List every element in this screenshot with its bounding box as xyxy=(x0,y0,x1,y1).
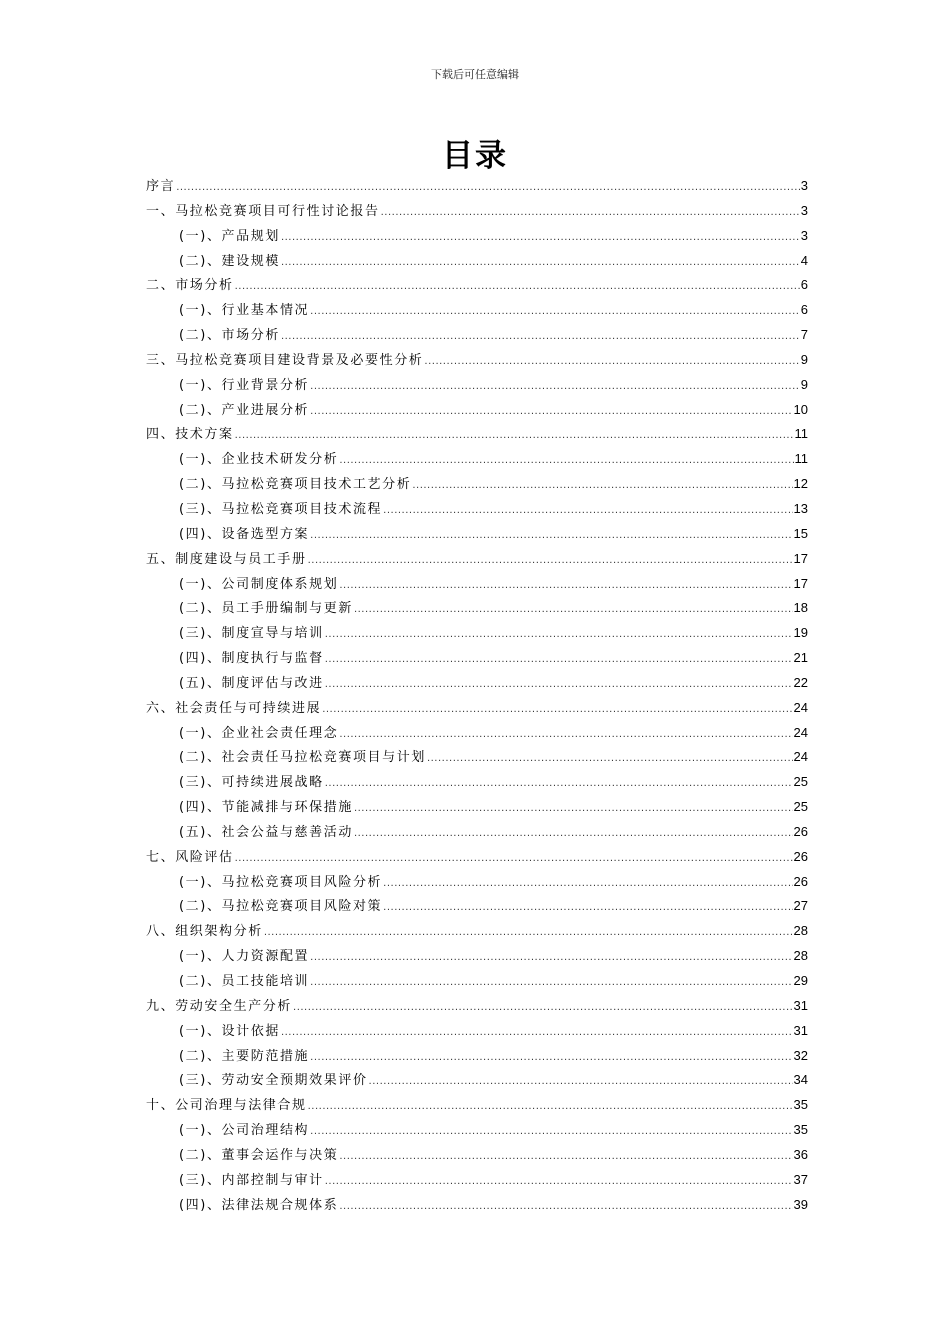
toc-dot-leader xyxy=(383,498,792,523)
toc-entry[interactable] xyxy=(146,894,808,919)
toc-entry[interactable] xyxy=(146,944,808,969)
toc-dot-leader xyxy=(310,945,792,970)
toc-entry-label: (三)、马拉松竞赛项目技术流程 xyxy=(179,501,383,517)
toc-entry[interactable] xyxy=(146,472,808,497)
toc-entry-page: 12 xyxy=(793,476,808,492)
toc-entry-label: (一)、行业背景分析 xyxy=(179,377,310,393)
toc-entry[interactable] xyxy=(146,273,808,298)
toc-title: 目录 xyxy=(442,138,508,174)
toc-entry-label: 二、市场分析 xyxy=(146,278,234,294)
toc-dot-leader xyxy=(281,225,800,250)
toc-dot-leader xyxy=(293,995,793,1020)
toc-entry[interactable] xyxy=(146,969,808,994)
toc-entry[interactable] xyxy=(146,174,808,199)
toc-entry-label: (三)、可持续进展战略 xyxy=(179,775,324,791)
toc-entry-label: (二)、主要防范措施 xyxy=(179,1048,310,1064)
toc-entry[interactable] xyxy=(146,721,808,746)
toc-entry-label: 五、制度建设与员工手册 xyxy=(146,551,307,567)
toc-dot-leader xyxy=(281,324,800,349)
toc-entry-label: (二)、马拉松竞赛项目风险对策 xyxy=(179,899,383,915)
toc-dot-leader xyxy=(264,920,793,945)
toc-entry-page: 18 xyxy=(793,600,808,616)
toc-entry-page: 9 xyxy=(800,351,808,367)
toc-entry[interactable] xyxy=(146,646,808,671)
toc-entry[interactable] xyxy=(146,1118,808,1143)
toc-entry-label: (一)、公司制度体系规划 xyxy=(179,576,339,592)
toc-entry-page: 4 xyxy=(800,252,808,268)
toc-entry[interactable] xyxy=(146,224,808,249)
toc-entry-label: (一)、公司治理结构 xyxy=(179,1123,310,1139)
toc-entry-page: 17 xyxy=(793,575,808,591)
toc-dot-leader xyxy=(369,1069,793,1094)
table-of-contents xyxy=(146,174,808,1217)
toc-dot-leader xyxy=(310,970,792,995)
toc-entry[interactable] xyxy=(146,522,808,547)
toc-entry-label: 一、马拉松竞赛项目可行性讨论报告 xyxy=(146,203,380,219)
toc-entry-label: 四、技术方案 xyxy=(146,427,234,443)
toc-entry[interactable] xyxy=(146,596,808,621)
toc-dot-leader xyxy=(381,200,800,225)
toc-entry-page: 31 xyxy=(793,997,808,1013)
toc-entry[interactable] xyxy=(146,447,808,472)
toc-entry-page: 6 xyxy=(800,277,808,293)
toc-entry-page: 35 xyxy=(793,1097,808,1113)
toc-entry-label: (一)、设计依据 xyxy=(179,1023,280,1039)
toc-entry-page: 24 xyxy=(793,749,808,765)
toc-entry-label: 十、公司治理与法律合规 xyxy=(146,1098,307,1114)
toc-entry-page: 35 xyxy=(793,1122,808,1138)
toc-entry-label: (一)、企业社会责任理念 xyxy=(179,725,339,741)
toc-entry[interactable] xyxy=(146,497,808,522)
toc-dot-leader xyxy=(325,1169,793,1194)
toc-entry-page: 26 xyxy=(793,823,808,839)
toc-entry-page: 37 xyxy=(793,1171,808,1187)
toc-entry-page: 11 xyxy=(794,426,808,442)
toc-entry-label: (一)、企业技术研发分析 xyxy=(179,452,339,468)
toc-entry[interactable] xyxy=(146,671,808,696)
toc-entry[interactable] xyxy=(146,199,808,224)
toc-entry-label: (二)、马拉松竞赛项目技术工艺分析 xyxy=(179,477,412,493)
toc-entry-label: (二)、市场分析 xyxy=(179,328,280,344)
toc-dot-leader xyxy=(308,548,793,573)
toc-entry[interactable] xyxy=(146,919,808,944)
toc-dot-leader xyxy=(322,697,792,722)
toc-entry[interactable] xyxy=(146,1143,808,1168)
toc-entry[interactable] xyxy=(146,820,808,845)
page-header: 下载后可任意编辑 xyxy=(431,68,519,81)
toc-entry-label: 八、组织架构分析 xyxy=(146,924,263,940)
toc-entry-page: 7 xyxy=(800,327,808,343)
toc-entry[interactable] xyxy=(146,398,808,423)
toc-entry-label: (二)、员工技能培训 xyxy=(179,974,310,989)
toc-entry-page: 22 xyxy=(793,674,808,690)
toc-entry[interactable] xyxy=(146,298,808,323)
toc-entry-page: 34 xyxy=(793,1072,808,1088)
toc-dot-leader xyxy=(281,1020,793,1045)
toc-entry-page: 25 xyxy=(793,799,808,815)
toc-entry-label: 七、风险评估 xyxy=(146,849,234,865)
toc-entry[interactable] xyxy=(146,348,808,373)
toc-entry-page: 3 xyxy=(800,178,808,193)
toc-entry[interactable] xyxy=(146,422,808,447)
toc-entry-page: 28 xyxy=(793,948,808,964)
toc-entry-page: 21 xyxy=(793,650,808,666)
toc-entry[interactable] xyxy=(146,249,808,274)
toc-entry[interactable] xyxy=(146,323,808,348)
toc-entry-page: 13 xyxy=(793,500,808,516)
toc-entry[interactable] xyxy=(146,696,808,721)
toc-entry-page: 31 xyxy=(793,1022,808,1038)
toc-entry[interactable] xyxy=(146,1019,808,1044)
toc-entry-label: 六、社会责任与可持续进展 xyxy=(146,700,322,716)
toc-entry-page: 25 xyxy=(793,774,808,790)
toc-entry-label: (四)、制度执行与监督 xyxy=(179,651,324,667)
toc-entry-page: 39 xyxy=(793,1196,808,1212)
toc-dot-leader xyxy=(424,349,799,374)
toc-entry-label: (三)、劳动安全预期效果评价 xyxy=(179,1073,368,1089)
toc-dot-leader xyxy=(325,647,793,672)
toc-entry[interactable] xyxy=(146,745,808,770)
toc-entry-page: 19 xyxy=(793,625,808,641)
toc-dot-leader xyxy=(325,622,793,647)
toc-entry[interactable] xyxy=(146,795,808,820)
toc-dot-leader xyxy=(308,1094,793,1119)
toc-entry-page: 15 xyxy=(793,525,808,541)
toc-dot-leader xyxy=(339,722,792,747)
toc-entry-label: (一)、行业基本情况 xyxy=(179,303,310,319)
toc-entry-label: (四)、节能减排与环保措施 xyxy=(179,800,353,816)
toc-entry-page: 3 xyxy=(800,202,808,218)
toc-entry-label: (四)、设备选型方案 xyxy=(179,526,310,542)
toc-dot-leader xyxy=(354,821,793,846)
toc-dot-leader xyxy=(310,374,800,399)
toc-entry[interactable] xyxy=(146,1068,808,1093)
toc-entry-label: (三)、内部控制与审计 xyxy=(179,1172,324,1188)
toc-dot-leader xyxy=(383,895,792,920)
toc-entry-label: (二)、建设规模 xyxy=(179,253,280,269)
toc-entry-page: 6 xyxy=(800,302,808,318)
toc-entry-page: 29 xyxy=(793,973,808,988)
toc-dot-leader xyxy=(412,473,792,498)
toc-entry[interactable] xyxy=(146,547,808,572)
toc-entry-page: 24 xyxy=(793,699,808,715)
toc-dot-leader xyxy=(339,448,793,473)
toc-entry[interactable] xyxy=(146,994,808,1019)
toc-entry-page: 17 xyxy=(793,550,808,566)
toc-entry[interactable] xyxy=(146,845,808,870)
toc-entry-page: 26 xyxy=(793,873,808,889)
toc-dot-leader xyxy=(235,423,794,448)
toc-entry[interactable] xyxy=(146,373,808,398)
toc-entry-page: 24 xyxy=(793,724,808,740)
toc-entry-label: (二)、社会责任马拉松竞赛项目与计划 xyxy=(179,750,426,766)
toc-dot-leader xyxy=(383,871,792,896)
toc-dot-leader xyxy=(310,523,792,548)
toc-dot-leader xyxy=(310,1119,792,1144)
toc-dot-leader xyxy=(235,846,793,871)
toc-entry-page: 36 xyxy=(793,1146,808,1162)
toc-dot-leader xyxy=(354,796,793,821)
toc-entry-page: 10 xyxy=(793,401,808,417)
toc-entry[interactable] xyxy=(146,572,808,597)
toc-entry[interactable] xyxy=(146,1093,808,1118)
toc-dot-leader xyxy=(354,597,793,622)
toc-dot-leader xyxy=(339,1144,792,1169)
toc-entry-label: 九、劳动安全生产分析 xyxy=(146,998,293,1014)
toc-entry-label: (一)、产品规划 xyxy=(179,228,280,244)
toc-entry[interactable] xyxy=(146,870,808,895)
toc-entry-label: (二)、员工手册编制与更新 xyxy=(179,601,353,617)
toc-entry[interactable] xyxy=(146,1044,808,1069)
toc-entry[interactable] xyxy=(146,621,808,646)
toc-entry[interactable] xyxy=(146,770,808,795)
toc-entry-label: (一)、马拉松竞赛项目风险分析 xyxy=(179,874,383,890)
toc-entry[interactable] xyxy=(146,1193,808,1218)
toc-entry-page: 32 xyxy=(793,1047,808,1063)
toc-entry-page: 27 xyxy=(793,898,808,914)
toc-entry-page: 11 xyxy=(794,451,808,467)
toc-entry-label: (五)、社会公益与慈善活动 xyxy=(179,824,353,840)
toc-dot-leader xyxy=(235,274,800,299)
toc-entry-label: (二)、董事会运作与决策 xyxy=(179,1147,339,1163)
toc-entry-page: 9 xyxy=(800,376,808,392)
toc-entry-label: (二)、产业进展分析 xyxy=(179,402,310,418)
toc-dot-leader xyxy=(325,771,793,796)
toc-dot-leader xyxy=(281,250,800,275)
toc-dot-leader xyxy=(339,573,792,598)
toc-dot-leader xyxy=(310,1045,792,1070)
toc-entry-label: (三)、制度宣导与培训 xyxy=(179,626,324,642)
toc-entry-label: (四)、法律法规合规体系 xyxy=(179,1197,339,1213)
toc-entry-page: 26 xyxy=(793,848,808,864)
toc-dot-leader xyxy=(427,746,793,771)
toc-dot-leader xyxy=(339,1194,792,1219)
toc-entry-page: 3 xyxy=(800,227,808,243)
toc-dot-leader xyxy=(310,299,800,324)
toc-entry-label: (五)、制度评估与改进 xyxy=(179,675,324,691)
toc-entry-page: 28 xyxy=(793,923,808,939)
toc-entry-label: 序言 xyxy=(146,179,176,194)
toc-entry[interactable] xyxy=(146,1168,808,1193)
toc-dot-leader xyxy=(325,672,793,697)
toc-entry-label: (一)、人力资源配置 xyxy=(179,949,310,965)
toc-dot-leader xyxy=(310,399,792,424)
toc-dot-leader xyxy=(176,175,800,200)
toc-entry-label: 三、马拉松竞赛项目建设背景及必要性分析 xyxy=(146,352,424,368)
